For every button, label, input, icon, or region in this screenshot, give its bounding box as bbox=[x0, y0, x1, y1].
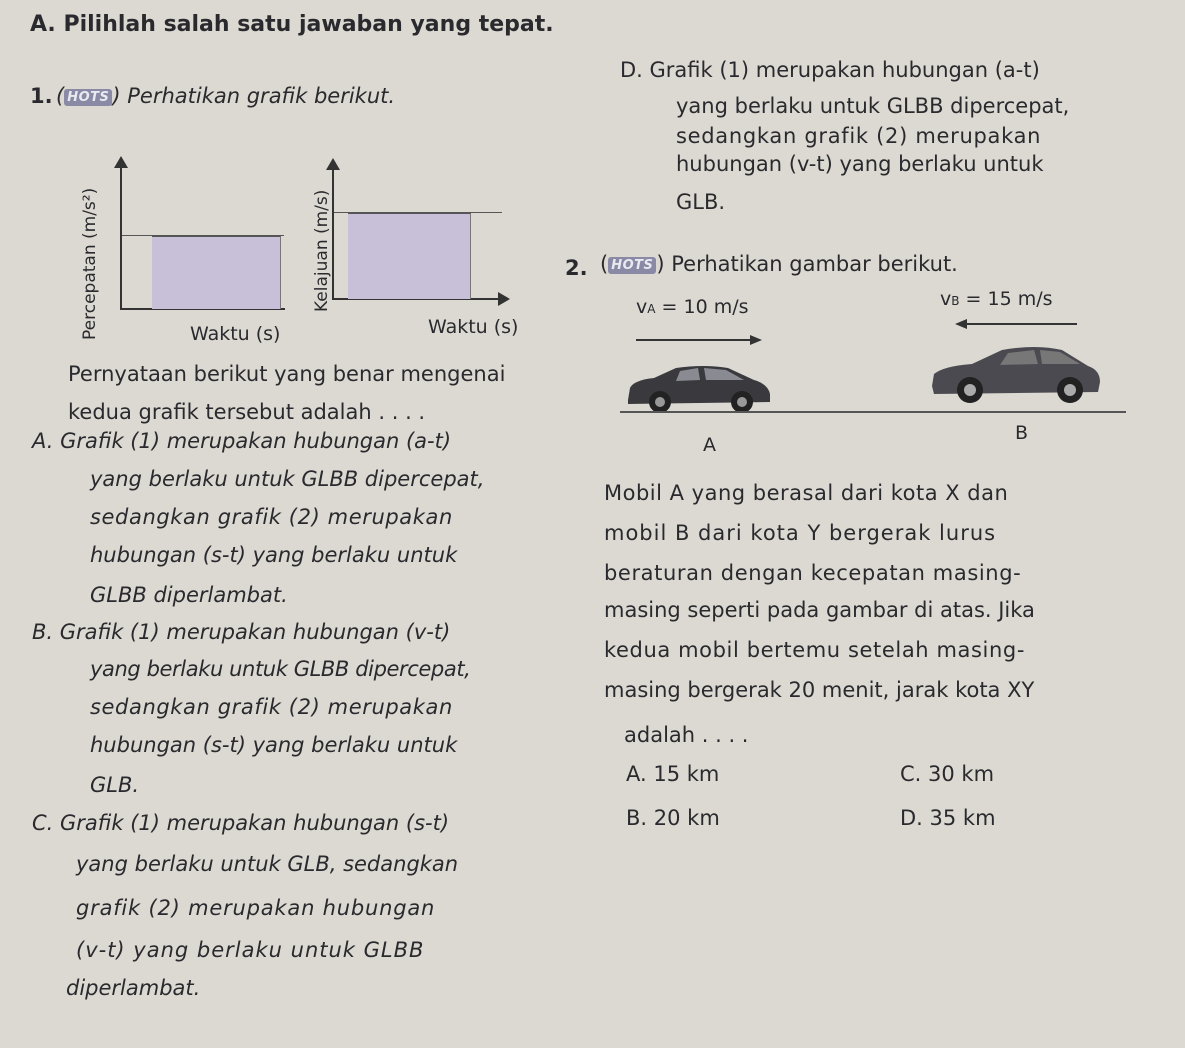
q1-option-d-line4: hubungan (v-t) yang berlaku untuk bbox=[676, 152, 1044, 176]
velocity-a-sub: A bbox=[647, 302, 656, 316]
graph2-y-arrow bbox=[326, 158, 340, 170]
q1-option-c-line5: diperlambat. bbox=[66, 976, 201, 1000]
q2-option-a[interactable]: A. 15 km bbox=[626, 762, 720, 786]
graph2-ylabel: Kelajuan (m/s) bbox=[312, 189, 332, 312]
q1-option-a-line4: hubungan (s-t) yang berlaku untuk bbox=[90, 543, 458, 567]
hots-badge-2: HOTS bbox=[608, 257, 656, 274]
q1-option-a-line5: GLBB diperlambat. bbox=[90, 583, 288, 607]
q1-option-c-line2: yang berlaku untuk GLB, sedangkan bbox=[76, 852, 459, 876]
q1-option-b-line2: yang berlaku untuk GLBB dipercepat, bbox=[90, 657, 471, 681]
graph1-xlabel: Waktu (s) bbox=[190, 323, 281, 345]
q2-number: 2. bbox=[565, 256, 588, 280]
velocity-b-symbol: v bbox=[940, 288, 952, 310]
velocity-b-sub: B bbox=[951, 294, 960, 308]
arrow-right-icon bbox=[636, 334, 762, 346]
q2-option-c[interactable]: C. 30 km bbox=[900, 762, 995, 786]
q2-stem-line6: masing bergerak 20 menit, jarak kota XY bbox=[604, 678, 1035, 702]
velocity-b-value: = 15 m/s bbox=[965, 288, 1053, 310]
graph1-y-axis bbox=[120, 162, 122, 310]
q1-option-d-line2: yang berlaku untuk GLBB dipercepat, bbox=[676, 94, 1070, 118]
q1-option-d-line1[interactable]: D. Grafik (1) merupakan hubungan (a-t) bbox=[620, 58, 1040, 82]
graph1-level-line bbox=[122, 235, 284, 236]
hots-badge: HOTS bbox=[64, 89, 112, 106]
velocity-a-symbol: v bbox=[636, 296, 648, 318]
graph2-level-line bbox=[334, 212, 502, 213]
q1-hots-wrap: ( HOTS ) Perhatikan grafik berikut. bbox=[56, 84, 396, 108]
q2-option-b[interactable]: B. 20 km bbox=[626, 806, 720, 830]
q2-stem-line3: beraturan dengan kecepatan masing- bbox=[604, 561, 1022, 585]
graph1-y-arrow bbox=[114, 156, 128, 168]
car-b-label: B bbox=[1015, 422, 1029, 444]
q1-stem-line1: Pernyataan berikut yang benar mengenai bbox=[68, 362, 506, 386]
q1-option-a-line2: yang berlaku untuk GLBB dipercepat, bbox=[90, 467, 485, 491]
q1-option-b-line4: hubungan (s-t) yang berlaku untuk bbox=[90, 733, 458, 757]
q1-option-d-line3: sedangkan grafik (2) merupakan bbox=[676, 124, 1042, 148]
graph2-y-axis bbox=[332, 165, 334, 300]
car-a-label: A bbox=[703, 434, 716, 456]
velocity-b-label bbox=[940, 290, 1053, 309]
q1-option-a-line3: sedangkan grafik (2) merupakan bbox=[90, 505, 453, 529]
graph1-ylabel: Percepatan (m/s²) bbox=[80, 187, 100, 340]
car-a-icon bbox=[624, 362, 772, 416]
car-b-icon bbox=[930, 342, 1102, 406]
q2-stem-line1: Mobil A yang berasal dari kota X dan bbox=[604, 481, 1009, 505]
q1-number: 1. bbox=[30, 84, 53, 108]
q1-option-c-line3: grafik (2) merupakan hubungan bbox=[76, 896, 436, 920]
velocity-a-value: = 10 m/s bbox=[661, 296, 749, 318]
q2-option-d[interactable]: D. 35 km bbox=[900, 806, 996, 830]
q1-option-a-line1[interactable]: A. Grafik (1) merupakan hubungan (a-t) bbox=[32, 429, 452, 453]
q1-option-b-line3: sedangkan grafik (2) merupakan bbox=[90, 695, 453, 719]
q2-stem-line5: kedua mobil bertemu setelah masing- bbox=[604, 638, 1025, 662]
section-heading: A. Pilihlah salah satu jawaban yang tepat. bbox=[30, 12, 554, 37]
graph1-area bbox=[152, 236, 281, 309]
q1-option-b-line5: GLB. bbox=[90, 773, 140, 797]
q2-hots-wrap: ( HOTS ) Perhatikan gambar berikut. bbox=[600, 252, 958, 276]
q1-option-c-line1[interactable]: C. Grafik (1) merupakan hubungan (s-t) bbox=[32, 811, 450, 835]
graph2-xlabel: Waktu (s) bbox=[428, 316, 519, 338]
velocity-a-label bbox=[636, 298, 749, 317]
q1-intro: Perhatikan grafik berikut. bbox=[127, 84, 396, 108]
q1-option-c-line4: (v-t) yang berlaku untuk GLBB bbox=[76, 938, 425, 962]
graph2-area bbox=[348, 213, 471, 299]
q1-option-b-line1[interactable]: B. Grafik (1) merupakan hubungan (v-t) bbox=[32, 620, 451, 644]
q2-stem-line7: adalah . . . . bbox=[624, 723, 749, 747]
q1-stem-line2: kedua grafik tersebut adalah . . . . bbox=[68, 400, 426, 424]
q2-stem-line2: mobil B dari kota Y bergerak lurus bbox=[604, 521, 997, 545]
road-line bbox=[620, 411, 1126, 413]
graph2-x-arrow bbox=[498, 292, 510, 306]
q1-option-d-line5: GLB. bbox=[676, 190, 726, 214]
q2-intro: Perhatikan gambar berikut. bbox=[671, 252, 958, 276]
arrow-left-icon bbox=[955, 318, 1077, 330]
q2-stem-line4: masing seperti pada gambar di atas. Jika bbox=[604, 598, 1035, 622]
